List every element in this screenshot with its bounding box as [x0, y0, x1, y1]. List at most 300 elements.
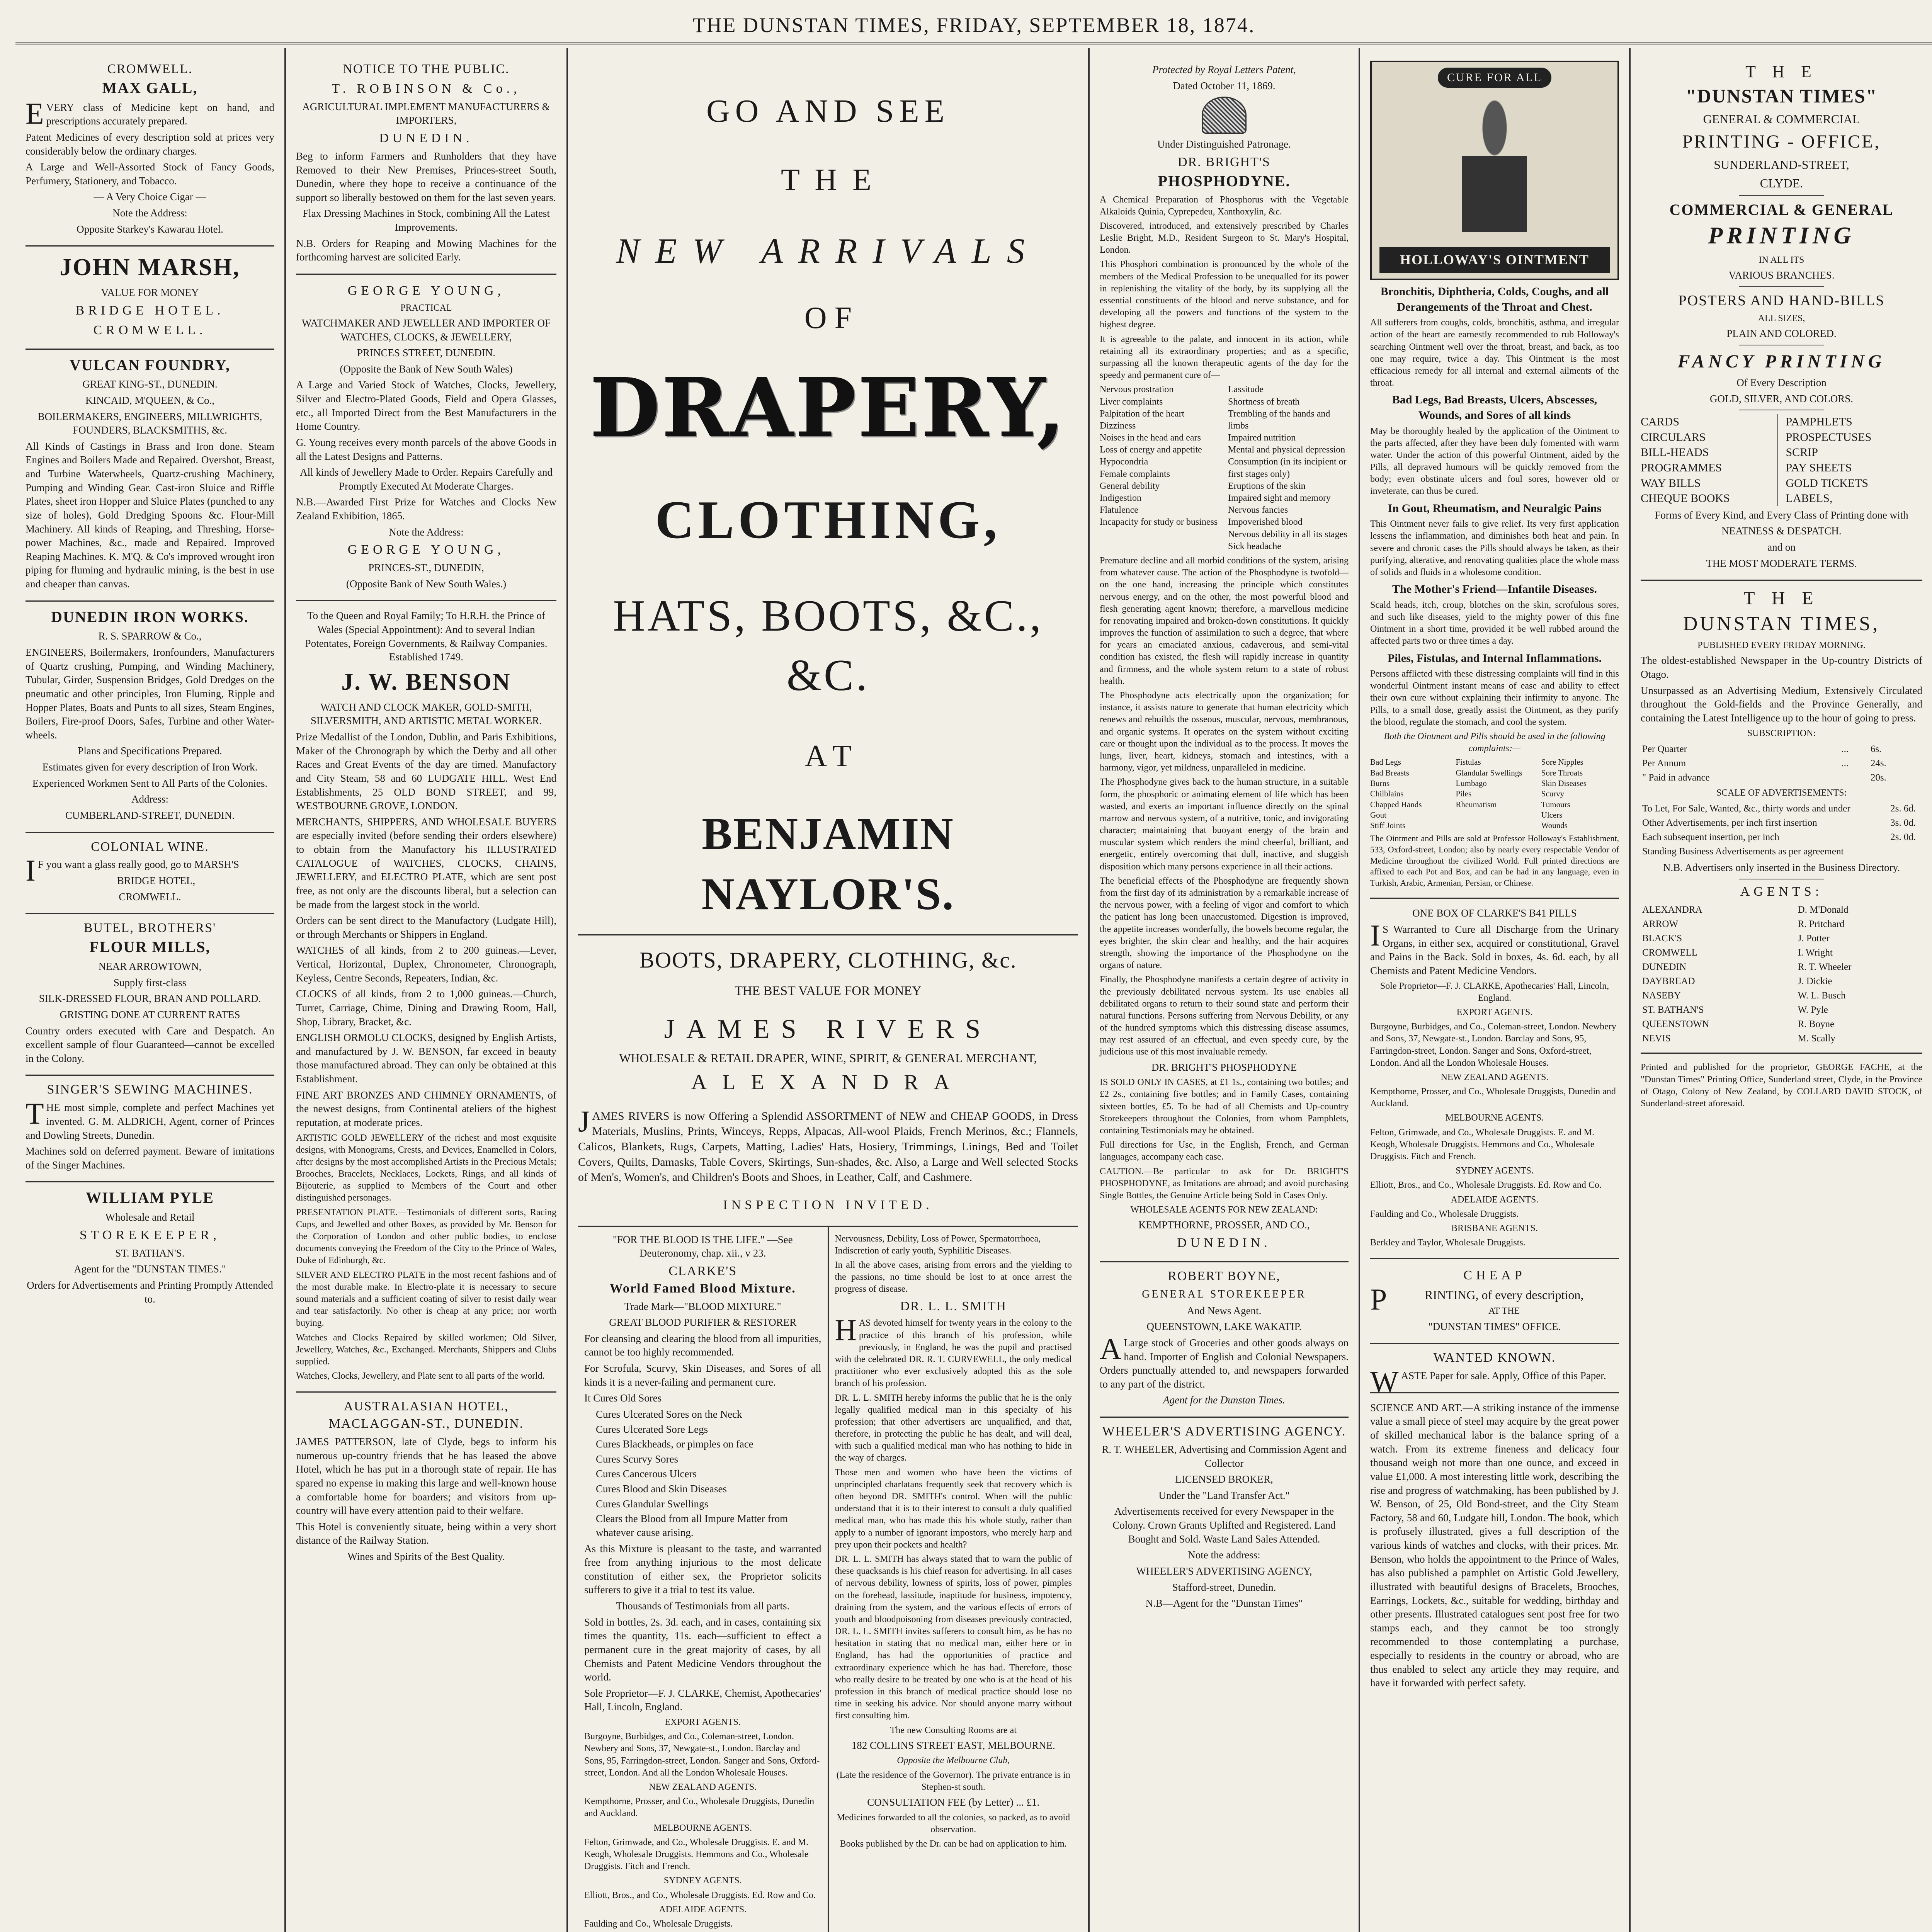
- ad-trade: WATCHMAKER AND JEWELLER AND IMPORTER OF WATCHES, CLOCKS, & JEWELLERY,: [301, 317, 551, 343]
- ad-title: VULCAN FOUNDRY,: [69, 356, 230, 374]
- imprint: [1641, 1054, 1922, 1119]
- table-cell: ...: [1841, 743, 1849, 754]
- address-label: Address:: [131, 793, 168, 805]
- ad-body: R. T. WHEELER, Advertising and Commission Agent and Collector: [1102, 1443, 1347, 1469]
- ad-town: CROMWELL.: [119, 891, 181, 903]
- list-item: Sore Nipples: [1541, 757, 1583, 767]
- ad-note: GRISTING DONE AT CURRENT RATES: [60, 1009, 240, 1020]
- ad-line: THE BEST VALUE FOR MONEY: [735, 984, 922, 998]
- ad-cheap-printing: [1370, 1259, 1619, 1344]
- ad-heading: The Mother's Friend—Infantile Diseases.: [1392, 583, 1597, 596]
- list-item: Nervous prostration: [1100, 384, 1174, 395]
- list-item: Skin Diseases: [1541, 779, 1587, 788]
- address: PRINCES-ST., DUNEDIN,: [368, 562, 484, 574]
- ad-body: IS SOLD ONLY IN CASES, at £1 1s., containing two bottles; and £2 2s., containing five bottles; and in Family Cases, containing sixteen bottles, £5. To be had of all Chemists and Up-country Storekeepers throughout the Colonies, from whom Pamphlets, containing Testimonials may be obtained.: [1100, 1077, 1349, 1136]
- article-science-and-art: [1370, 1393, 1619, 1699]
- table-row: [1641, 960, 1922, 974]
- table-row: [1641, 1017, 1922, 1031]
- logo-banner: HOLLOWAY'S OINTMENT: [1379, 247, 1610, 273]
- ad-hotel: BRIDGE HOTEL,: [117, 875, 196, 887]
- ad-heading: Bad Legs, Bad Breasts, Ulcers, Abscesses, Wounds, and Sores of all kinds: [1392, 393, 1597, 422]
- ad-trades: BOILERMAKERS, ENGINEERS, MILLWRIGHTS, FOUNDERS, BLACKSMITHS, &c.: [37, 410, 262, 436]
- column-4: [1090, 48, 1360, 1932]
- list-item: Impaired nutrition: [1228, 433, 1296, 443]
- address: (Opposite Bank of New South Wales.): [346, 578, 507, 590]
- ad-line: "DUNSTAN TIMES" OFFICE.: [1428, 1320, 1561, 1332]
- ad-body: G. Young receives every month parcels of the above Goods in all the Latest Designs and Patterns.: [296, 436, 556, 462]
- list-item: PAMPHLETS: [1786, 415, 1852, 429]
- products-col: [1786, 414, 1923, 506]
- table-row: [1641, 801, 1922, 816]
- list-item: Scurvy: [1541, 789, 1565, 799]
- ad-body: Advertisements received for every Newspaper in the Colony. Crown Grants Uplifted and Registered. Land Bought and Sold. Waste Land Sales Attended.: [1112, 1505, 1336, 1545]
- ad-line: T H E: [781, 163, 876, 197]
- agents-body: Kempthorne, Prosser, and Co., Wholesale Druggists, Dunedin and Auckland.: [584, 1796, 815, 1819]
- list-item: Flatulence: [1100, 505, 1138, 515]
- address-label: Note the Address:: [112, 207, 187, 219]
- list-item: Hypocondria: [1100, 457, 1148, 467]
- list-item: PROSPECTUSES: [1786, 430, 1872, 444]
- ad-william-pyle: [26, 1182, 274, 1315]
- ad-body: SILVER AND ELECTRO PLATE in the most recent fashions and of the most durable make. In Electro-plate it is necessary to secure sound materials and a sufficient coating of silver to resist daily wear and tear satisfactorily. No other is cheap at any price; nor worth buying.: [296, 1270, 556, 1328]
- list-item: Incapacity for study or business: [1100, 517, 1218, 527]
- list-item: Cures Ulcerated Sore Legs: [596, 1423, 708, 1435]
- table-cell: Per Quarter: [1642, 743, 1687, 754]
- ad-heading: Piles, Fistulas, and Internal Inflammations.: [1387, 651, 1602, 665]
- ad-singer: [26, 1076, 274, 1182]
- ad-body: May be thoroughly healed by the application of the Ointment to the parts affected, after they have been duly fomented with warm water. Under the action of this powerful Ointment, aided by the Pills, all depraved humours will be quickly removed from the body; even obstinate ulcers and foul sores, however old or inveterate, can thus be cured.: [1370, 426, 1619, 497]
- ad-body: Beg to inform Farmers and Runholders that they have Removed to their New Premises, Princes-street South, Dunedin, where they hope to receive a continuance of the support so liberally bestowed on them for the last seven years.: [296, 150, 556, 203]
- agents-heading: NEW ZEALAND AGENTS.: [1440, 1072, 1549, 1082]
- table-row: [1641, 974, 1922, 988]
- address: Stafford-street, Dunedin.: [1172, 1581, 1276, 1593]
- ad-note: Books published by the Dr. can be had on application to him.: [840, 1838, 1067, 1849]
- table-row: [1641, 742, 1922, 756]
- table-row: [1641, 816, 1922, 830]
- table-cell: R. Pritchard: [1798, 919, 1845, 930]
- agents-table: [1641, 903, 1922, 1046]
- ad-body: Sole Proprietor—F. J. CLARKE, Chemist, Apothecaries' Hall, Lincoln, England.: [584, 1687, 821, 1713]
- address: WHEELER'S ADVERTISING AGENCY,: [1136, 1565, 1312, 1577]
- ad-heading: To the Queen and Royal Family; To H.R.H. the Prince of Wales (Special Appointment): And to several Indian Potentates, Foreign Governments, & Railway Companies. Established 1749.: [305, 610, 548, 663]
- ad-body: For Scrofula, Scurvy, Skin Diseases, and Sores of all kinds it is a never-failing and permanent cure.: [584, 1362, 821, 1388]
- list-item: Clears the Blood from all Impure Matter from whatever cause arising.: [596, 1513, 788, 1538]
- list-item: Stiff Joints: [1370, 821, 1406, 830]
- table-cell: I. Wright: [1798, 947, 1833, 958]
- ad-line: NEW ARRIVALS: [616, 231, 1040, 271]
- list-item: Noises in the head and ears: [1100, 433, 1201, 443]
- ad-heading: Protected by Royal Letters Patent,: [1152, 64, 1296, 75]
- list-item: Sore Throats: [1541, 768, 1583, 777]
- ad-body: IF you want a glass really good, go to MARSH'S: [26, 854, 239, 888]
- ad-body: The beneficial effects of the Phosphodyne are frequently shown from the first day of its administration by a remarkable increase of the nervous power, with a feeling of vigor and comfort to which the patient has long been unaccustomed. Digestion is improved, the appetite increases wonderfully, the bowels become regular, the eyes brighter, the skin clear and healthy, and the hair acquires strength, showing the importance of the Phosphodyne on the organs of nature.: [1100, 876, 1349, 971]
- ad-body: This Ointment never fails to give relief. Its very first application lessens the inflammation, and diminishes both heat and pain. In severe and chronic cases the Pills should always be taken, as their purifying, alterative, and renovating qualities place the whole mass of solids and fluids in a wholesome condition.: [1370, 519, 1619, 577]
- list-item: CARDS: [1641, 415, 1680, 429]
- agents-body: Faulding and Co., Wholesale Druggists.: [584, 1918, 733, 1929]
- list-item: Trembling of the hands and limbs: [1228, 408, 1330, 431]
- ad-heading: GREAT BLOOD PURIFIER & RESTORER: [609, 1316, 797, 1328]
- scale-table: [1641, 801, 1922, 859]
- ad-australasian-hotel: [296, 1393, 556, 1573]
- ad-title: WANTED KNOWN.: [1433, 1350, 1556, 1365]
- ad-note: N.B. Advertisers only inserted in the Business Directory.: [1663, 861, 1900, 873]
- ad-note: (Opposite the Bank of New South Wales): [340, 363, 513, 375]
- list-item: Cures Scurvy Sores: [596, 1453, 678, 1465]
- symptom-list: [1100, 384, 1349, 553]
- masthead: THE DUNSTAN TIMES, FRIDAY, SEPTEMBER 18, 1874.: [15, 11, 1932, 44]
- ad-body: A Large and Varied Stock of Watches, Clocks, Jewellery, Silver and Electro-Plated Goods, Field and Opera Glasses, etc., all Imported Direct from the Best Manufacturers in the Home Country.: [296, 379, 556, 432]
- ad-note: N.B.—Awarded First Prize for Watches and Clocks New Zealand Exhibition, 1865.: [296, 496, 556, 522]
- agents-body: Elliott, Bros., and Co., Wholesale Druggists. Ed. Row and Co.: [584, 1890, 816, 1900]
- ad-line: POSTERS AND HAND-BILLS: [1678, 292, 1885, 309]
- list-item: Cures Ulcerated Sores on the Neck: [596, 1408, 742, 1420]
- table-cell: QUEENSTOWN: [1642, 1019, 1709, 1030]
- ad-note: Under the "Land Transfer Act.": [1158, 1489, 1290, 1501]
- ad-john-marsh: [26, 247, 274, 349]
- ad-title: PHOSPHODYNE.: [1158, 172, 1291, 190]
- ad-list-label: It Cures Old Sores: [584, 1392, 662, 1404]
- ad-phosphodyne: [1100, 55, 1349, 1262]
- column-6: [1631, 48, 1932, 1932]
- ad-body: PRESENTATION PLATE.—Testimonials of different sorts, Racing Cups, and Jewelled and other Boxes, as provided by Mr. Benson for the Corporation of London and other public bodies, to enclose documents conveying the Freedom of the City to the Prince of Wales, Duke of Edinburgh, &c.: [296, 1207, 556, 1266]
- agents-body: Faulding and Co., Wholesale Druggists.: [1370, 1209, 1519, 1219]
- table-cell: 2s. 0d.: [1890, 832, 1916, 842]
- ad-heading: LICENSED BROKER,: [1175, 1473, 1273, 1485]
- list-item: Chilblains: [1370, 789, 1404, 799]
- ad-heading: DR. BRIGHT'S: [1178, 155, 1270, 169]
- ad-line: PLAIN AND COLORED.: [1726, 327, 1837, 339]
- list-item: General debility: [1100, 481, 1160, 491]
- ad-town: ALEXANDRA: [691, 1070, 965, 1094]
- ad-note: Trade Mark—"BLOOD MIXTURE.": [624, 1300, 781, 1312]
- ad-body: Watches and Clocks Repaired by skilled workmen; Old Silver, Jewellery, Watches, &c., Exchanged. Merchants, Shippers and Clubs supplied.: [296, 1332, 556, 1367]
- table-cell: " Paid in advance: [1642, 772, 1710, 783]
- ad-body: This Hotel is conveniently situate, being within a very short distance of the Railway Station.: [296, 1520, 556, 1546]
- agents-body: Kempthorne, Prosser, and Co., Wholesale Druggists, Dunedin and Auckland.: [1370, 1087, 1616, 1109]
- ad-note: Experienced Workmen Sent to All Parts of the Colonies.: [32, 777, 268, 789]
- ad-headline: PRINTING: [1708, 222, 1855, 249]
- table-cell: [1889, 844, 1922, 859]
- ad-printing-office: [1641, 55, 1922, 581]
- ad-firm: KINCAID, M'QUEEN, & Co.,: [85, 394, 215, 406]
- list-item: Nervous fancies: [1228, 505, 1288, 515]
- ad-heading: Bronchitis, Diphtheria, Colds, Coughs, and all Derangements of the Throat and Chest.: [1380, 285, 1609, 313]
- list-item: Palpitation of the heart: [1100, 408, 1185, 419]
- table-cell: 20s.: [1870, 772, 1886, 783]
- list-item: Consumption (in its incipient or first stages only): [1228, 457, 1347, 479]
- agents-heading: WHOLESALE AGENTS FOR NEW ZEALAND:: [1130, 1205, 1318, 1215]
- ad-body: ARTISTIC GOLD JEWELLERY of the richest and most exquisite designs, with Monograms, Crests, and Devices, Enamelled in Colors, after designs by the most accomplished Artists in the Precious Metals; Brooches, Bracelets, Necklaces, Lockets, Rings, and all kinds of Bijouterie, as supplied to Members of the Court and other distinguished personages.: [296, 1133, 556, 1203]
- column-5: [1360, 48, 1631, 1932]
- ad-body: The Phosphodyne acts electrically upon the organization; for instance, it assists nature to generate that human electricity which renews and rebuilds the osseous, muscular, nervous, membranous, and organic systems. It operates on the system without exciting care or thought upon the individual as to the process. It moves the lungs, liver, heart, kidneys, stomach and intestines, with a harmony, vigor, yet mildness, unparalleled in medicine.: [1100, 690, 1349, 773]
- ad-line: O F: [804, 301, 852, 335]
- ad-body: CLOCKS of all kinds, from 2 to 1,000 guineas.—Church, Turret, Carriage, Chime, Dining and Drawing Room, Hall, Shop, Library, Bracket, &c.: [296, 988, 556, 1027]
- list-item: Female complaints: [1100, 469, 1170, 479]
- ad-town: CROMWELL.: [93, 323, 207, 337]
- complaints-col: [1541, 757, 1619, 831]
- ad-note: — A Very Choice Cigar —: [94, 191, 206, 203]
- ad-wheeler: [1100, 1418, 1349, 1620]
- ad-body: THE most simple, complete and perfect Machines yet invented. G. M. ALDRICH, Agent, corner of Princes and Dowling Streets, Dunedin.: [26, 1097, 274, 1141]
- ad-wanted-known: [1370, 1344, 1619, 1399]
- list-item: Piles: [1456, 789, 1472, 799]
- ad-body: All kinds of Jewellery Made to Order. Repairs Carefully and Promptly Executed At Moderate Charges.: [300, 466, 553, 492]
- list-item: Mental and physical depression: [1228, 445, 1345, 455]
- article-body: SCIENCE AND ART.—A striking instance of the immense value a small piece of steel may acquire by the great power of skilled mechanical labor is the balance spring of a watch. From its extreme fineness and delicacy four thousand weigh not more than one ounce, and exceed in value £1,000. A most interesting little work, describing the rise and progress of watchmaking, has been published by J. W. Benson, of 25, Old Bond-street, and the City Steam Factory, 58 and 60, Ludgate hill, London. The book, which is profusely illustrated, gives a full description of the various kinds of watches and clocks, with their prices. Mr. Benson, who holds the appointment to the Prince of Wales, has also published a pamphlet on Artistic Gold Jewellery, illustrated with beautiful designs of Bracelets, Brooches, Earrings, Lockets, &c., suitable for wedding, birthday and other presents. Illustrated catalogues sent post free for two stamps each, and they cannot be too strongly recommended to those contemplating a purchase, especially to residents in the country or abroad, who are thus enabled to select any article they may require, and have it forwarded with perfect safety.: [1370, 1401, 1619, 1689]
- list-item: Glandular Swellings: [1456, 768, 1522, 777]
- list-item: PROGRAMMES: [1641, 461, 1722, 474]
- ad-body: MERCHANTS, SHIPPERS, AND WHOLESALE BUYERS are especially invited (before sending their orders elsewhere) to obtain from the Manufactory his ILLUSTRATED CATALOGUE of WATCHES, CLOCKS, CHAINS, JEWELLERY, and ELECTRO PLATE, which are sent post free, as not only are the discounts liberal, but a selection can be made from the largest stock in the world.: [296, 816, 556, 910]
- ad-body: Scald heads, itch, croup, blotches on the skin, scrofulous sores, and such like diseases, yield to the mighty power of this fine Ointment in a short time, provided it be well rubbed around the affected parts two or three times a day.: [1370, 600, 1619, 646]
- ad-line: PUBLISHED EVERY FRIDAY MORNING.: [1697, 640, 1866, 651]
- ad-line: VARIOUS BRANCHES.: [1728, 269, 1835, 281]
- agents-heading: SYDNEY AGENTS.: [663, 1876, 742, 1886]
- agents-heading: SYDNEY AGENTS.: [1456, 1166, 1534, 1176]
- ad-heading: CROMWELL.: [107, 62, 193, 76]
- table-cell: Each subsequent insertion, per inch: [1642, 832, 1779, 842]
- ad-dr-smith: [829, 1227, 1078, 1932]
- table-cell: W. L. Busch: [1798, 990, 1846, 1001]
- ad-title: ROBERT BOYNE,: [1168, 1269, 1281, 1283]
- list-item: Cures Blood and Skin Diseases: [596, 1483, 727, 1495]
- agents-heading: MELBOURNE AGENTS.: [1445, 1113, 1544, 1123]
- ad-body: HAS devoted himself for twenty years in the colony to the practice of this branch of his profession, while previously, in England, he was the pupil and practised with the celebrated DR. R. T. CURVEWELL, the only medical practitioner who ever exclusively adopted this as the sole branch of his profession.: [835, 1313, 1072, 1389]
- ad-body: The Ointment and Pills are sold at Professor Holloway's Establishment, 533, Oxford-street, London; also by nearly every respectable Vendor of Medicine throughout the civilized World. Full printed directions are affixed to each Pot and Box, and can be had in any language, even in Turkish, Arabic, Armenian, Persian, or Chinese.: [1370, 833, 1619, 888]
- ad-newspaper-terms: [1641, 581, 1922, 1054]
- list-item: CIRCULARS: [1641, 430, 1706, 444]
- ad-body: A Large and Well-Assorted Stock of Fancy Goods, Perfumery, Stationery, and Tobacco.: [26, 161, 274, 187]
- ad-town: CLYDE.: [1760, 176, 1803, 190]
- list-item: Cures Glandular Swellings: [596, 1498, 708, 1510]
- address: CUMBERLAND-STREET, DUNEDIN.: [65, 809, 235, 821]
- ad-body: The oldest-established Newspaper in the Up-country Districts of Otago.: [1641, 655, 1922, 680]
- ad-heading: CLARKE'S: [668, 1264, 737, 1278]
- ad-james-rivers: [578, 946, 1078, 1214]
- ad-body: Sole Proprietor—F. J. CLARKE, Apothecaries' Hall, Lincoln, England.: [1380, 981, 1609, 1003]
- list-item: CHEQUE BOOKS: [1641, 492, 1730, 505]
- ad-heading: Dated October 11, 1869.: [1173, 80, 1276, 92]
- agents-heading: BRISBANE AGENTS.: [1451, 1223, 1538, 1233]
- table-cell: ARROW: [1642, 919, 1679, 930]
- ad-town: QUEENSTOWN, LAKE WAKATIP.: [1146, 1321, 1302, 1333]
- table-cell: W. Pyle: [1798, 1005, 1828, 1015]
- list-item: Impoverished blood: [1228, 517, 1303, 527]
- printing-products: [1641, 414, 1922, 506]
- list-item: Cures Blackheads, or pimples on face: [596, 1438, 753, 1450]
- column-1: [15, 48, 286, 1932]
- ad-line: PRINTING - OFFICE,: [1682, 131, 1881, 152]
- list-item: Chapped Hands: [1370, 799, 1422, 809]
- ad-heading: ONE BOX OF CLARKE'S B41 PILLS: [1412, 907, 1577, 919]
- table-cell: 2s. 6d.: [1890, 803, 1916, 814]
- agents-body: Burgoyne, Burbidges, and Co., Coleman-street, London. Newbery and Sons, 37, Newgate-st., London. Barclay and Sons, 95, Farringdon-street, London. Sanger and Sons, Oxford-street, London. And all the London Wholesale Houses.: [584, 1731, 820, 1778]
- ad-line: A T: [804, 739, 852, 773]
- ad-title: DR. L. L. SMITH: [900, 1299, 1007, 1313]
- ad-body: WASTE Paper for sale. Apply, Office of this Paper.: [1370, 1365, 1606, 1399]
- ad-heading: NOTICE TO THE PUBLIC.: [343, 62, 510, 76]
- table-row: [1641, 1031, 1922, 1046]
- ad-line: GO AND SEE: [706, 93, 950, 129]
- ad-line: NEATNESS & DESPATCH.: [1721, 525, 1842, 537]
- ad-body: JAMES PATTERSON, late of Clyde, begs to inform his numerous up-country friends that he has leased the above Hotel, which he has put in a thorough state of repair. He has spared no expense in making this large and well-known house a comfortable home for boarders; and visitors from up-country will have every attention paid to their welfare.: [296, 1436, 556, 1517]
- ad-body: DR. L. L. SMITH hereby informs the public that he is the only legally qualified medical man in this specialty of his profession; that other advertisers are unqualified, and that, therefore, in protecting the public he has dealt, and will deal, with such a qualified medical man who has nothing to hide in the way of charges.: [835, 1393, 1072, 1463]
- agents-heading: EXPORT AGENTS.: [665, 1717, 741, 1728]
- ad-list: Nervousness, Debility, Loss of Power, Spermatorrhoea, Indiscretion of early youth, Syphilitic Diseases.: [835, 1233, 1041, 1256]
- table-cell: Standing Business Advertisements as per agreement: [1642, 846, 1844, 857]
- address-label: Note the address:: [1188, 1549, 1260, 1561]
- ad-note: N.B—Agent for the "Dunstan Times": [1145, 1597, 1303, 1609]
- address: Opposite Starkey's Kawarau Hotel.: [77, 223, 223, 235]
- sub-columns: [578, 1226, 1078, 1932]
- table-row: [1641, 931, 1922, 946]
- ad-line: GOLD, SILVER, AND COLORS.: [1709, 393, 1854, 405]
- ad-heading: In Gout, Rheumatism, and Neuralgic Pains: [1388, 502, 1602, 515]
- list-item: WAY BILLS: [1641, 476, 1701, 490]
- table-cell: 24s.: [1870, 758, 1886, 769]
- symptom-list-left: [1100, 384, 1220, 553]
- ad-heading: BUTEL, BROTHERS': [83, 921, 216, 935]
- ad-butel-flour-mills: [26, 914, 274, 1076]
- ad-title: BENJAMIN NAYLOR'S.: [701, 808, 955, 920]
- table-cell: To Let, For Sale, Wanted, &c., thirty words and under: [1642, 803, 1850, 814]
- ad-trade: AGRICULTURAL IMPLEMENT MANUFACTURERS & IMPORTERS,: [302, 100, 550, 126]
- ad-body: Sold in bottles, 2s. 3d. each, and in cases, containing six times the quantity, 11s. each—sufficient to effect a permanent cure in the great majority of cases, by all Chemists and Patent Medicine Vendors throughout the world.: [584, 1616, 821, 1683]
- ad-quote: "FOR THE BLOOD IS THE LIFE." —See Deuteronomy, chap. xii., v 23.: [612, 1233, 793, 1259]
- ad-street: PRINCES STREET, DUNEDIN.: [357, 347, 495, 359]
- ad-title: DUNEDIN IRON WORKS.: [51, 608, 249, 626]
- list-item: SCRIP: [1786, 446, 1818, 459]
- agents-heading: MELBOURNE AGENTS.: [653, 1823, 752, 1833]
- ad-heading: Under Distinguished Patronage.: [1157, 138, 1291, 150]
- table-cell: [1840, 770, 1869, 785]
- ad-body: Country orders executed with Care and Despatch. An excellent sample of flour Guaranteed—cannot be excelled in the Colony.: [26, 1025, 274, 1064]
- ad-fee: CONSULTATION FEE (by Letter) ... £1.: [867, 1796, 1040, 1808]
- ad-title: WILLIAM PYLE: [86, 1189, 214, 1207]
- ad-title: DUNSTAN TIMES,: [1683, 612, 1880, 635]
- table-cell: M. Scally: [1798, 1033, 1835, 1044]
- imprint-text: Printed and published for the proprietor, GEORGE FACHE, at the "Dunstan Times" Printing Office, Sunderland street, Clyde, in the Province of Otago, Colony of New Zealand, by COLLARD DAVID STOCK, of Sunderland-street aforesaid.: [1641, 1062, 1922, 1109]
- ad-line: T H E: [1743, 588, 1820, 609]
- address: Opposite the Melbourne Club,: [897, 1755, 1010, 1766]
- subscription-heading: SUBSCRIPTION:: [1747, 728, 1816, 738]
- table-cell: J. Potter: [1798, 933, 1830, 944]
- complaints-col: [1456, 757, 1533, 831]
- ad-title: "DUNSTAN TIMES": [1685, 85, 1878, 107]
- ad-title: JOHN MARSH,: [60, 254, 240, 281]
- ad-trade: WHOLESALE & RETAIL DRAPER, WINE, SPIRIT, & GENERAL MERCHANT,: [619, 1051, 1037, 1065]
- ad-line: Of Every Description: [1736, 376, 1827, 388]
- ad-body: DR. L. L. SMITH has always stated that to warn the public of these quacksands is his chief reason for advertising. In all cases of nervous debility, lowness of spirits, loss of power, pimples on the forehead, lassitude, inaptitude for business, impotency, draining from the system, and the various effects of errors of youth and bloodpoisoning from diseases previously contracted, DR. L. L. SMITH invites sufferers to consult him, as he has no hesitation in stating that no medical man, either here or in England, has had the opportunities of practice and extraordinary experience which he has had. Therefore, those who really desire to be treated by one who is at the head of his profession in this branch of medical practice should lose no time in seeking his advice. Nor should anyone marry without first consulting him.: [835, 1554, 1072, 1721]
- ad-body: IS Warranted to Cure all Discharge from the Urinary Organs, in either sex, acquired or constitutional, Gravel and Pains in the Back. Sold in boxes, 4s. 6d. each, by all Chemists and Patent Medicine Vendors.: [1370, 918, 1619, 976]
- address-label: Note the Address:: [389, 526, 464, 538]
- ad-headline: HATS, BOOTS, &C., &C.: [613, 591, 1043, 700]
- ad-george-young: [296, 275, 556, 602]
- ad-body: PRINTING, of every description,: [1370, 1282, 1584, 1316]
- ad-headline: DRAPERY,: [590, 360, 1066, 456]
- ad-title: SINGER'S SEWING MACHINES.: [47, 1082, 253, 1097]
- agents-body: Felton, Grimwade, and Co., Wholesale Druggists. E. and M. Keogh, Wholesale Druggists. Hemmons and Co., Wholesale Druggists. Fitch and French.: [584, 1837, 809, 1872]
- list-item: Loss of energy and appetite: [1100, 445, 1202, 455]
- table-cell: Other Advertisements, per inch first insertion: [1642, 817, 1817, 828]
- ad-body: All sufferers from coughs, colds, bronchitis, asthma, and irregular action of the heart are earnestly recommended to rub Holloway's searching Ointment well over the throat, breast, and back, as too one may require, twice a day. This Ointment is the most efficacious remedy for all internal and external ailments of the throat.: [1370, 318, 1619, 388]
- list-item: Eruptions of the skin: [1228, 481, 1306, 491]
- ad-note: Wines and Spirits of the Best Quality.: [347, 1551, 505, 1563]
- ad-trade: PRACTICAL: [400, 303, 452, 313]
- ad-body: This Phosphori combination is pronounced by the whole of the members of the Medical Profession to be unequalled for its power in replenishing the vitality of the body, by its supplying all the essential constituents of the blood and nerve substance, and for developing all the powers and functions of the system to the highest degree.: [1100, 259, 1349, 330]
- list-item: Lumbago: [1456, 779, 1487, 788]
- list-item: Nervous debility in all its stages: [1228, 529, 1347, 539]
- ad-headline: CLOTHING,: [655, 490, 1001, 550]
- figure-illustration-icon: [1448, 93, 1541, 232]
- divider: [1739, 286, 1824, 287]
- ad-body: Full directions for Use, in the English, French, and German languages, accompany each case.: [1100, 1140, 1349, 1162]
- table-cell: NEVIS: [1642, 1033, 1671, 1044]
- ad-title: AUSTRALASIAN HOTEL, MACLAGGAN-ST., DUNEDIN.: [328, 1399, 524, 1431]
- ad-body: In all the above cases, arising from errors and the yielding to the passions, no time should be lost to at once arrest the progress of disease.: [835, 1260, 1072, 1294]
- address: (Late the residence of the Governor). The private entrance is in Stephen-st south.: [836, 1770, 1070, 1792]
- table-cell: R. T. Wheeler: [1798, 962, 1852, 973]
- list-item: Tumours: [1541, 799, 1570, 809]
- agents-body: Elliott, Bros., and Co., Wholesale Druggists. Ed. Row and Co.: [1370, 1180, 1602, 1190]
- table-row: [1641, 946, 1922, 960]
- ad-note: Plans and Specifications Prepared.: [78, 745, 222, 757]
- table-cell: NASEBY: [1642, 990, 1681, 1001]
- agents-town: DUNEDIN.: [1177, 1235, 1271, 1250]
- column-2: [286, 48, 568, 1932]
- list-item: LABELS,: [1786, 492, 1833, 505]
- agents-heading: NEW ZEALAND AGENTS.: [649, 1782, 757, 1793]
- ad-body: All Kinds of Castings in Brass and Iron done. Steam Engines and Boilers Made and Repaired. Overshot, Breast, and Turbine Waterwheels, Quartz-crushing Machinery, Pumping and Winding Gear. Cast-iron Sluice and Riffle Plates, sheet iron Hopper and Sluice Plates (punched to any size of holes), Gold Dredging Spoons &c. Flour-Mill Machinery. All kinds of Reaping, and Threshing, Horse-power Machines, &c., made and Repaired. Improved Reaping Machines. K. M'Q. & Co's improved wrought iron piping for fluming and hydraulic mining, is the best in use and cheaper than canvas.: [26, 440, 274, 590]
- ad-body: It is agreeable to the palate, and innocent in its action, while retaining all its extraordinary properties; and as a specific, surpassing all the known therapeutic agents of the day for the speedy and permanent cure of—: [1100, 334, 1349, 381]
- table-cell: DAYBREAD: [1642, 976, 1695, 987]
- ad-robert-boyne: [1100, 1262, 1349, 1418]
- table-row: [1641, 844, 1922, 859]
- ad-firm: R. S. SPARROW & Co.,: [98, 630, 202, 642]
- ad-title: JAMES RIVERS: [664, 1014, 992, 1044]
- list-item: Impaired sight and memory: [1228, 493, 1331, 503]
- ad-dunedin-iron-works: [26, 602, 274, 833]
- table-cell: J. Dickie: [1798, 976, 1832, 987]
- table-row: [1641, 830, 1922, 844]
- agents-body: Berkley and Taylor, Wholesale Druggists.: [1370, 1238, 1526, 1248]
- table-cell: D. M'Donald: [1798, 905, 1849, 915]
- agents-body: KEMPTHORNE, PROSSER, AND CO.,: [1138, 1219, 1310, 1231]
- ad-note: Agent for the "DUNSTAN TIMES.": [74, 1263, 226, 1275]
- list-item: GOLD TICKETS: [1786, 476, 1869, 490]
- ad-hotel: BRIDGE HOTEL.: [75, 303, 224, 318]
- ad-title: GEORGE YOUNG,: [347, 283, 505, 298]
- ad-body: The Phosphodyne gives back to the human structure, in a suitable form, the phosphoric or animating element of life which has been wasted, and exerts an important influence directly on the spinal marrow and nervous system, of a nutritive, tonic, and invigorating character; maintaining that buoyant energy of the brain and muscular system which renders the mind cheerful, brilliant, and energetic, entirely overcoming that dull, inactive, and sluggish disposition which many persons experience in all their actions.: [1100, 777, 1349, 872]
- ad-body: Discovered, introduced, and extensively prescribed by Charles Leslie Bright, M.D., Resident Surgeon to St. Mary's Hospital, London.: [1100, 221, 1349, 255]
- ad-clarke-pills: [1370, 899, 1619, 1259]
- list-item: Liver complaints: [1100, 396, 1163, 407]
- ad-line: AT THE: [1488, 1306, 1520, 1316]
- ad-products: SILK-DRESSED FLOUR, BRAN AND POLLARD.: [39, 993, 261, 1005]
- table-row: [1641, 903, 1922, 917]
- list-item: Dizziness: [1100, 420, 1136, 431]
- table-row: [1641, 988, 1922, 1003]
- table-cell: ST. BATHAN'S: [1642, 1005, 1704, 1015]
- cures-list: [584, 1408, 821, 1540]
- ad-holloway: [1370, 55, 1619, 899]
- ad-note: The new Consulting Rooms are at: [890, 1725, 1017, 1735]
- divider: [1739, 195, 1824, 196]
- agents-body: Felton, Grimwade, and Co., Wholesale Druggists. E. and M. Keogh, Wholesale Druggists. Hemmons and Co., Wholesale Druggists. Fitch and French.: [1370, 1127, 1595, 1162]
- list-item: Cures Cancerous Ulcers: [596, 1468, 697, 1480]
- ad-note: INSPECTION INVITED.: [723, 1197, 933, 1212]
- ad-title: J. W. BENSON: [341, 668, 511, 695]
- ad-note: N.B. Orders for Reaping and Mowing Machines for the forthcoming harvest are solicited Early.: [296, 237, 556, 263]
